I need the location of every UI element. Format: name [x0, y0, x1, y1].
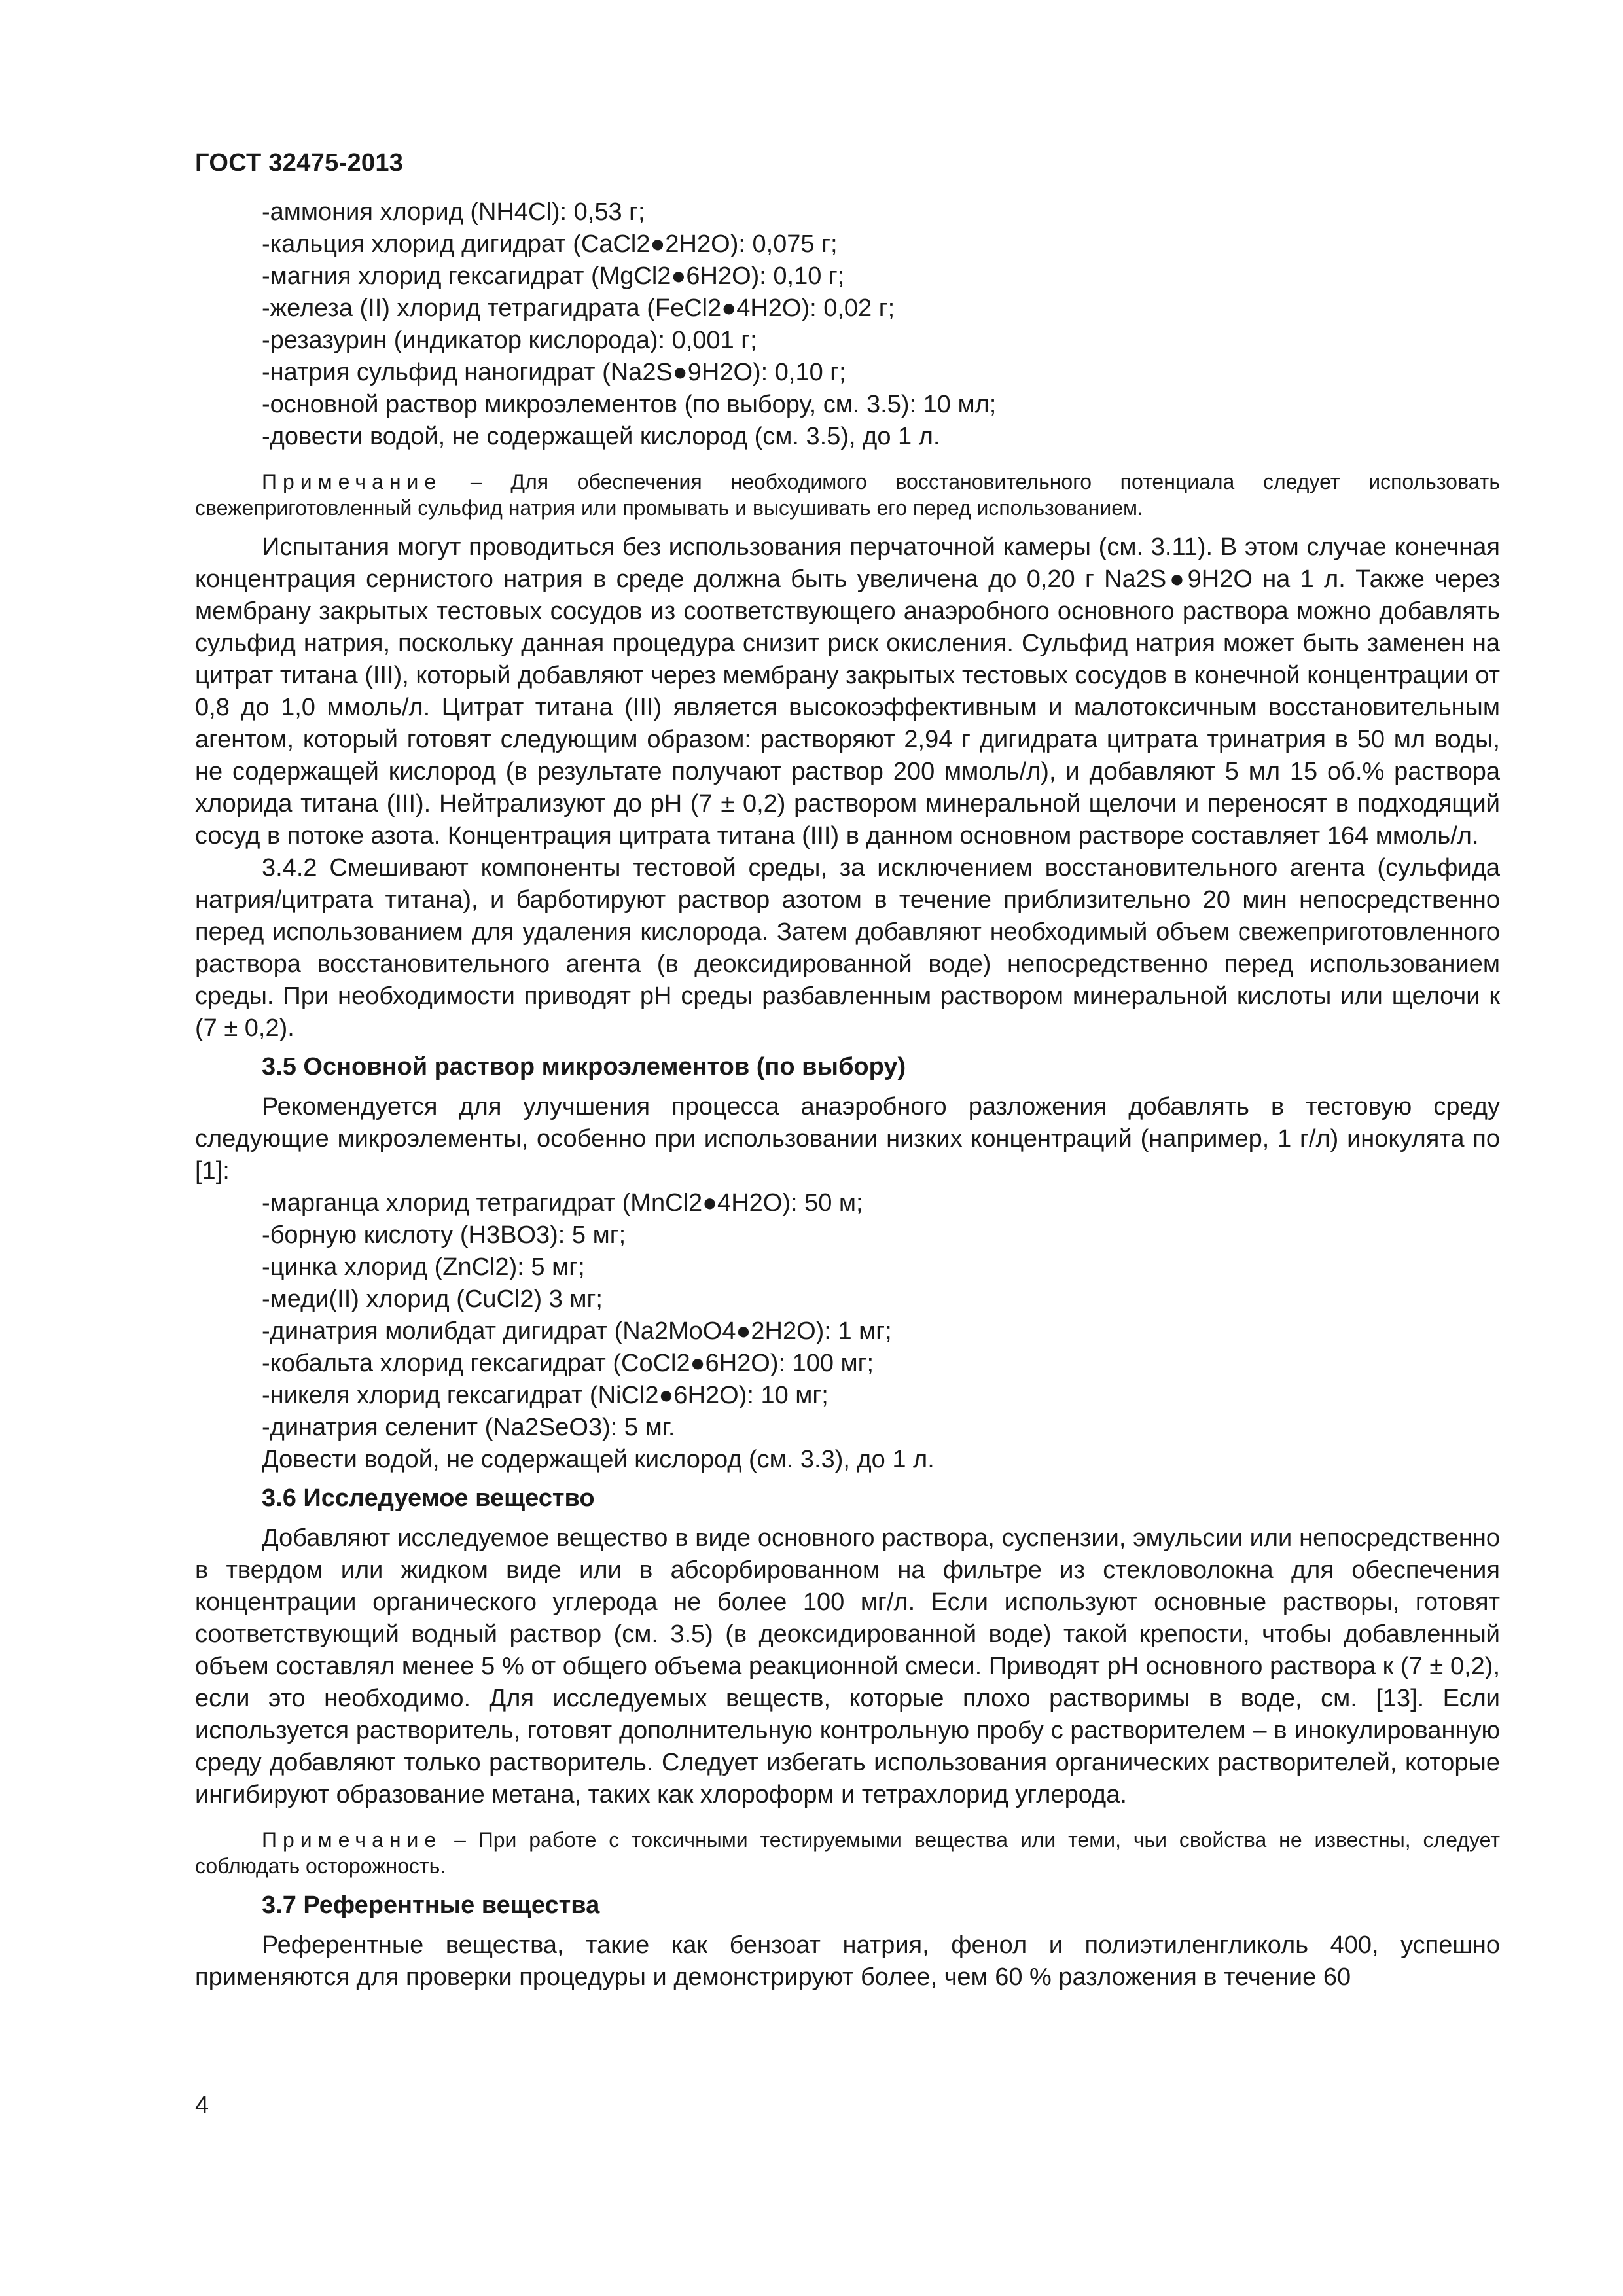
section-heading: 3.5 Основной раствор микроэлементов (по выбору)	[262, 1053, 906, 1081]
list-item: -динатрия молибдат дигидрат (Na2MoO4●2H2O): 1 мг;	[262, 1318, 892, 1345]
paragraph: Испытания могут проводиться без использования перчаточной камеры (см. 3.11). В этом случае конечная концентрация сернистого натрия в среде должна быть увеличена до 0,20 г Na2S●9H2O на 1 л. Также через мембрану закрытых тестовых сосудов из соответствующего анаэробного основного раствора можно добавлять сульфид натрия, поскольку данная процедура снизит риск окисления. Сульфид натрия может быть заменен на цитрат титана (III), который добавляют через мембрану закрытых тестовых сосудов в конечной концентрации от 0,8 до 1,0 ммоль/л. Цитрат титана (III) является высокоэффективным и малотоксичным восстановительным агентом, который готовят следующим образом: растворяют 2,94 г дигидрата цитрата тринатрия в 50 мл воды, не содержащей кислород (в результате получают раствор 200 ммоль/л), и добавляют 5 мл 15 об.% раствора хлорида титана (III). Нейтрализуют до pH (7 ± 0,2) раствором минеральной щелочи и переносят в подходящий сосуд в потоке азота. Концентрация цитрата титана (III) в данном основном растворе составляет 164 ммоль/л.	[195, 533, 1500, 850]
list-item: -аммония хлорид (NH4Cl): 0,53 г;	[262, 198, 645, 226]
list-item: -марганца хлорид тетрагидрат (MnCl2●4H2O): 50 м;	[262, 1189, 863, 1217]
list-item: -основной раствор микроэлементов (по выбору, см. 3.5): 10 мл;	[262, 391, 997, 418]
document-header: ГОСТ 32475-2013	[195, 149, 404, 177]
list-item: -меди(II) хлорид (CuCl2) 3 мг;	[262, 1285, 603, 1313]
list-item: -цинка хлорид (ZnCl2): 5 мг;	[262, 1253, 585, 1281]
list-item: -борную кислоту (H3BO3): 5 мг;	[262, 1221, 626, 1249]
reagent-list	[195, 196, 1500, 453]
section-heading: 3.6 Исследуемое вещество	[262, 1484, 595, 1512]
note-paragraph	[195, 469, 1500, 521]
list-item: -натрия сульфид наногидрат (Na2S●9H2O): 0,10 г;	[262, 359, 846, 386]
list-item: -железа (II) хлорид тетрагидрата (FeCl2●4H2O): 0,02 г;	[262, 295, 895, 322]
list-item: -никеля хлорид гексагидрат (NiCl2●6H2O): 10 мг;	[262, 1382, 829, 1409]
paragraph: Добавляют исследуемое вещество в виде основного раствора, суспензии, эмульсии или непосредственно в твердом или жидком виде или в абсорбированном на фильтре из стекловолокна для обеспечения концентрации органического углерода не более 100 мг/л. Если используют основные растворы, готовят соответствующий водный раствор (см. 3.5) (в деоксидированной воде) такой крепости, чтобы добавленный объем составлял менее 5 % от общего объема реакционной смеси. Приводят pH основного раствора к (7 ± 0,2), если это необходимо. Для исследуемых веществ, которые плохо растворимы в воде, см. [13]. Если используется растворитель, готовят дополнительную контрольную пробу с растворителем – в инокулированную среду добавляют только растворитель. Следует избегать использования органических растворителей, которые ингибируют образование метана, таких как хлороформ и тетрахлорид углерода.	[195, 1524, 1500, 1808]
list-item: -кобальта хлорид гексагидрат (CoCl2●6H2O): 100 мг;	[262, 1350, 874, 1377]
note-paragraph	[195, 1827, 1500, 1879]
document-body	[195, 196, 1500, 1994]
paragraph: 3.4.2 Смешивают компоненты тестовой среды, за исключением восстановительного агента (сульфида натрия/цитрата титана), и барботируют раствор азотом в течение приблизительно 20 мин непосредственно перед использованием для удаления кислорода. Затем добавляют необходимый объем свежеприготовленного раствора восстановительного агента (в деоксидированной воде) непосредственно перед использованием среды. При необходимости приводят pH среды разбавленным раствором минеральной кислоты или щелочи к (7 ± 0,2).	[195, 854, 1500, 1042]
section-heading: 3.7 Референтные вещества	[262, 1892, 600, 1919]
list-item: -кальция хлорид дигидрат (CaCl2●2H2O): 0,075 г;	[262, 230, 838, 258]
page-number: 4	[195, 2092, 209, 2119]
paragraph: Рекомендуется для улучшения процесса анаэробного разложения добавлять в тестовую среду следующие микроэлементы, особенно при использовании низких концентраций (например, 1 г/л) инокулята по [1]:	[195, 1093, 1500, 1185]
note-label: Примечание	[262, 470, 442, 493]
list-item: Довести водой, не содержащей кислород (см. 3.3), до 1 л.	[262, 1446, 935, 1473]
paragraph: Референтные вещества, такие как бензоат натрия, фенол и полиэтиленгликоль 400, успешно применяются для проверки процедуры и демонстрируют более, чем 60 % разложения в течение 60	[195, 1931, 1500, 1991]
list-item: -динатрия селенит (Na2SeO3): 5 мг.	[262, 1414, 675, 1441]
list-item: -магния хлорид гексагидрат (MgCl2●6H2O): 0,10 г;	[262, 262, 845, 290]
note-label: Примечание	[262, 1828, 442, 1852]
list-item: -резазурин (индикатор кислорода): 0,001 г;	[262, 327, 757, 354]
trace-elements-list	[195, 1187, 1500, 1476]
note-text: – При работе с токсичными тестируемыми вещества или теми, чьи свойства не известны, следует соблюдать осторожность.	[195, 1828, 1501, 1878]
list-item: -довести водой, не содержащей кислород (см. 3.5), до 1 л.	[262, 423, 940, 450]
note-text: – Для обеспечения необходимого восстановительного потенциала следует использовать свежеприготовленный сульфид натрия или промывать и высушивать его перед использованием.	[195, 470, 1501, 520]
